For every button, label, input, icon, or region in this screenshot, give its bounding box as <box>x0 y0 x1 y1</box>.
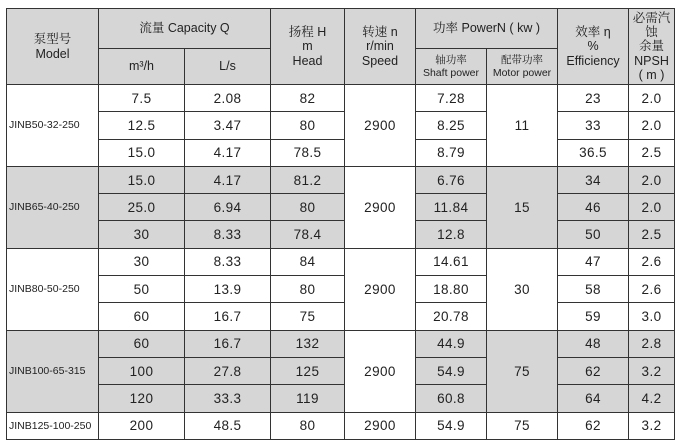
table-row <box>7 276 675 303</box>
npsh-cell: 2.5 <box>629 139 675 166</box>
capacity-ls-cell: 8.33 <box>185 248 271 275</box>
npsh-cell: 2.6 <box>629 248 675 275</box>
efficiency-cell: 34 <box>558 166 629 193</box>
table-row <box>7 412 675 439</box>
head-cell: 125 <box>271 357 345 384</box>
capacity-ls-cell: 16.7 <box>185 330 271 357</box>
table-row <box>7 357 675 384</box>
model-cell: JINB100-65-315 <box>7 330 99 412</box>
header-capacity-ls: L/s <box>185 49 271 85</box>
capacity-m3h-cell: 100 <box>99 357 185 384</box>
table-row <box>7 385 675 412</box>
npsh-cell: 3.0 <box>629 303 675 330</box>
pump-spec-table <box>6 8 675 440</box>
header-efficiency-en: Efficiency <box>566 53 620 68</box>
table-row <box>7 221 675 248</box>
head-cell: 78.4 <box>271 221 345 248</box>
shaft-power-cell: 44.9 <box>416 330 487 357</box>
head-cell: 82 <box>271 85 345 112</box>
capacity-ls-cell: 4.17 <box>185 139 271 166</box>
header-speed-unit: r/min <box>366 39 394 54</box>
table-body <box>7 85 675 440</box>
motor-power-cell: 11 <box>487 85 558 167</box>
head-cell: 75 <box>271 303 345 330</box>
motor-power-cell: 30 <box>487 248 558 330</box>
head-cell: 81.2 <box>271 166 345 193</box>
header-npsh-cn2: 余量NPSH <box>634 39 669 68</box>
capacity-m3h-cell: 50 <box>99 276 185 303</box>
table-row <box>7 330 675 357</box>
npsh-cell: 3.2 <box>629 357 675 384</box>
shaft-power-cell: 54.9 <box>416 412 487 439</box>
head-cell: 80 <box>271 194 345 221</box>
capacity-ls-cell: 16.7 <box>185 303 271 330</box>
head-cell: 78.5 <box>271 139 345 166</box>
capacity-m3h-cell: 7.5 <box>99 85 185 112</box>
header-head-cn: 扬程 H <box>288 24 327 39</box>
header-power: 功率 PowerN ( kw ) <box>416 9 558 49</box>
efficiency-cell: 64 <box>558 385 629 412</box>
shaft-power-cell: 18.80 <box>416 276 487 303</box>
head-cell: 132 <box>271 330 345 357</box>
speed-cell: 2900 <box>345 166 416 248</box>
header-capacity: 流量 Capacity Q <box>99 9 271 49</box>
efficiency-cell: 36.5 <box>558 139 629 166</box>
header-model <box>7 9 99 85</box>
capacity-ls-cell: 8.33 <box>185 221 271 248</box>
header-model-en: Model <box>35 46 70 61</box>
shaft-power-cell: 60.8 <box>416 385 487 412</box>
table-row <box>7 194 675 221</box>
npsh-cell: 2.5 <box>629 221 675 248</box>
header-head <box>271 9 345 85</box>
shaft-power-cell: 8.25 <box>416 112 487 139</box>
head-cell: 80 <box>271 112 345 139</box>
header-shaft-power <box>416 49 487 85</box>
motor-power-cell: 15 <box>487 166 558 248</box>
header-speed <box>345 9 416 85</box>
capacity-m3h-cell: 12.5 <box>99 112 185 139</box>
header-speed-en: Speed <box>361 53 399 68</box>
head-cell: 84 <box>271 248 345 275</box>
efficiency-cell: 62 <box>558 357 629 384</box>
shaft-power-cell: 7.28 <box>416 85 487 112</box>
shaft-power-cell: 54.9 <box>416 357 487 384</box>
shaft-power-cell: 6.76 <box>416 166 487 193</box>
capacity-m3h-cell: 15.0 <box>99 139 185 166</box>
pump-spec-table-container <box>6 8 674 440</box>
header-efficiency <box>558 9 629 85</box>
motor-power-cell: 75 <box>487 330 558 412</box>
head-cell: 119 <box>271 385 345 412</box>
efficiency-cell: 58 <box>558 276 629 303</box>
header-head-unit: m <box>302 39 313 54</box>
header-speed-cn: 转速 n <box>362 24 398 39</box>
efficiency-cell: 47 <box>558 248 629 275</box>
npsh-cell: 2.0 <box>629 112 675 139</box>
head-cell: 80 <box>271 412 345 439</box>
speed-cell: 2900 <box>345 412 416 439</box>
header-head-en: Head <box>292 53 323 68</box>
capacity-ls-cell: 27.8 <box>185 357 271 384</box>
capacity-m3h-cell: 30 <box>99 221 185 248</box>
model-cell: JINB125-100-250 <box>7 412 99 439</box>
header-npsh-cn1: 必需汽蚀 <box>632 10 671 39</box>
capacity-ls-cell: 33.3 <box>185 385 271 412</box>
header-shaft-power-cn: 轴功率 <box>435 53 467 66</box>
model-cell: JINB50-32-250 <box>7 85 99 167</box>
capacity-m3h-cell: 30 <box>99 248 185 275</box>
head-cell: 80 <box>271 276 345 303</box>
capacity-ls-cell: 3.47 <box>185 112 271 139</box>
header-motor-power-cn: 配带功率 <box>501 53 543 66</box>
npsh-cell: 4.2 <box>629 385 675 412</box>
header-capacity-m3h: m³/h <box>99 49 185 85</box>
npsh-cell: 2.8 <box>629 330 675 357</box>
header-npsh-unit: ( m ) <box>638 68 665 83</box>
speed-cell: 2900 <box>345 248 416 330</box>
npsh-cell: 2.0 <box>629 166 675 193</box>
capacity-m3h-cell: 25.0 <box>99 194 185 221</box>
model-cell: JINB80-50-250 <box>7 248 99 330</box>
speed-cell: 2900 <box>345 330 416 412</box>
capacity-ls-cell: 13.9 <box>185 276 271 303</box>
shaft-power-cell: 20.78 <box>416 303 487 330</box>
speed-cell: 2900 <box>345 85 416 167</box>
table-row <box>7 139 675 166</box>
table-row <box>7 303 675 330</box>
shaft-power-cell: 12.8 <box>416 221 487 248</box>
capacity-ls-cell: 2.08 <box>185 85 271 112</box>
motor-power-cell: 75 <box>487 412 558 439</box>
table-row <box>7 85 675 112</box>
efficiency-cell: 46 <box>558 194 629 221</box>
header-efficiency-unit: % <box>587 39 599 54</box>
capacity-ls-cell: 48.5 <box>185 412 271 439</box>
npsh-cell: 3.2 <box>629 412 675 439</box>
header-shaft-power-en: Shaft power <box>422 66 480 79</box>
capacity-m3h-cell: 60 <box>99 330 185 357</box>
capacity-m3h-cell: 60 <box>99 303 185 330</box>
shaft-power-cell: 14.61 <box>416 248 487 275</box>
capacity-m3h-cell: 120 <box>99 385 185 412</box>
npsh-cell: 2.6 <box>629 276 675 303</box>
shaft-power-cell: 8.79 <box>416 139 487 166</box>
capacity-m3h-cell: 200 <box>99 412 185 439</box>
efficiency-cell: 62 <box>558 412 629 439</box>
shaft-power-cell: 11.84 <box>416 194 487 221</box>
table-row <box>7 166 675 193</box>
npsh-cell: 2.0 <box>629 85 675 112</box>
table-row <box>7 112 675 139</box>
capacity-ls-cell: 6.94 <box>185 194 271 221</box>
efficiency-cell: 23 <box>558 85 629 112</box>
capacity-ls-cell: 4.17 <box>185 166 271 193</box>
capacity-m3h-cell: 15.0 <box>99 166 185 193</box>
npsh-cell: 2.0 <box>629 194 675 221</box>
efficiency-cell: 33 <box>558 112 629 139</box>
efficiency-cell: 48 <box>558 330 629 357</box>
header-npsh <box>629 9 675 85</box>
efficiency-cell: 59 <box>558 303 629 330</box>
table-row <box>7 248 675 275</box>
table-header <box>7 9 675 85</box>
model-cell: JINB65-40-250 <box>7 166 99 248</box>
header-efficiency-cn: 效率 η <box>575 24 611 39</box>
header-model-cn: 泵型号 <box>33 32 72 47</box>
efficiency-cell: 50 <box>558 221 629 248</box>
header-motor-power-en: Motor power <box>492 66 552 79</box>
header-motor-power <box>487 49 558 85</box>
